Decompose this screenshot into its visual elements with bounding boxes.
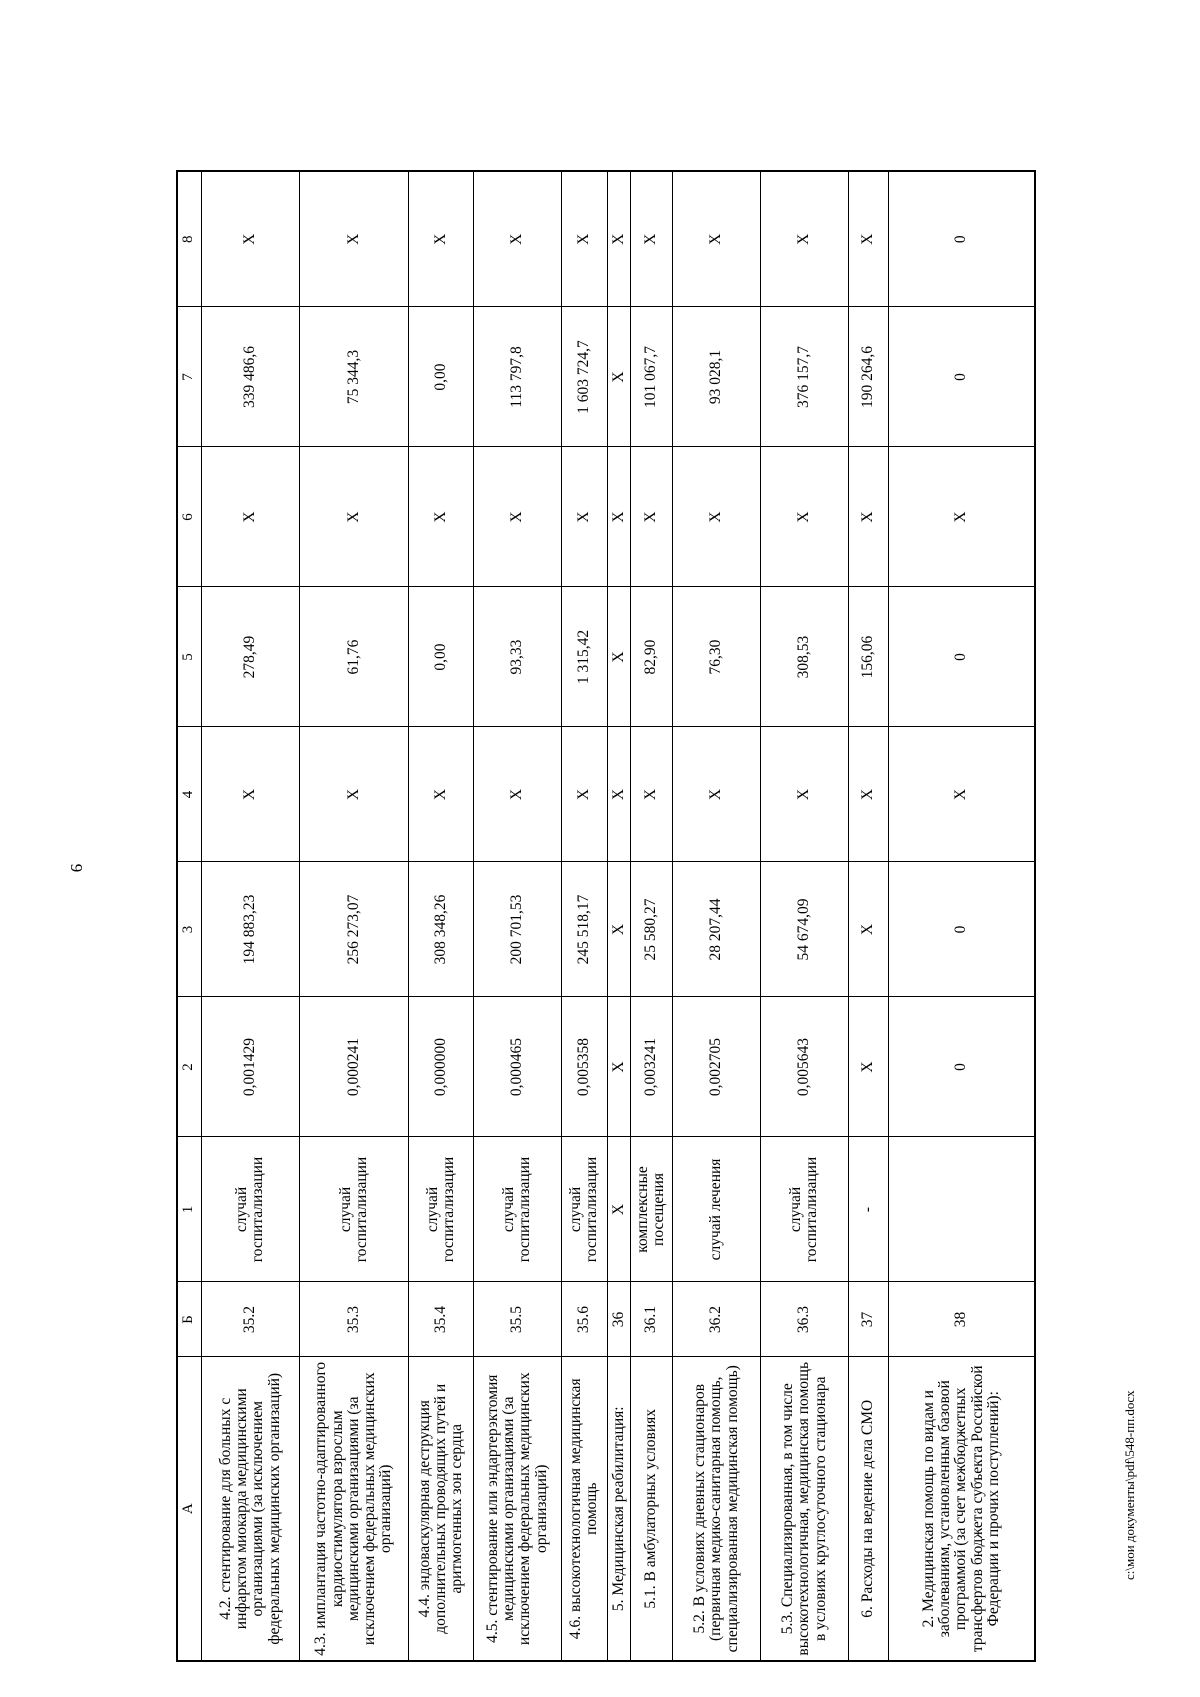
table-cell: Х [473, 727, 561, 862]
table-cell: Х [607, 727, 630, 862]
table-cell: Х [201, 727, 299, 862]
table-cell: Х [848, 862, 888, 997]
table-cell: 4.4. эндоваскулярная деструкция дополнительных проводящих путей и аритмогенных зон сердца [408, 1357, 473, 1661]
table-cell: 38 [888, 1282, 1035, 1357]
tariff-table [176, 170, 1036, 1662]
page-number: 9 [67, 863, 86, 873]
table-row [299, 171, 408, 1661]
tariff-table-container [176, 172, 1036, 1662]
table-cell: 61,76 [299, 587, 408, 727]
table-cell: 0 [888, 997, 1035, 1137]
table-cell: 5.3. Специализированная, в том числе высокотехнологичная, медицинская помощь в условиях круглосуточного стационара [760, 1357, 848, 1661]
table-cell: Х [561, 171, 607, 307]
table-cell: 36.1 [631, 1282, 673, 1357]
table-cell: Х [631, 727, 673, 862]
header-cell: 2 [177, 997, 201, 1137]
table-cell: 0,003241 [631, 997, 673, 1137]
table-cell: 75 344,3 [299, 307, 408, 447]
table-cell: комплексные посещения [631, 1137, 673, 1282]
table-cell: Х [607, 862, 630, 997]
table-cell: Х [848, 727, 888, 862]
table-cell: случай госпитализации [408, 1137, 473, 1282]
table-cell: 0,00 [408, 307, 473, 447]
table-row [201, 171, 299, 1661]
table-cell: 0,000241 [299, 997, 408, 1137]
table-cell: случай госпитализации [561, 1137, 607, 1282]
table-cell: 4.2. стентирование для больных с инфарктом миокарда медицинскими организациями (за исключением федеральных медицинских организаций) [201, 1357, 299, 1661]
table-cell: 36.2 [672, 1282, 760, 1357]
header-cell: 7 [177, 307, 201, 447]
table-cell: 190 264,6 [848, 307, 888, 447]
table-row [848, 171, 888, 1661]
header-cell: Б [177, 1282, 201, 1357]
table-cell: 5.1. В амбулаторных условиях [631, 1357, 673, 1661]
table-cell: Х [760, 447, 848, 587]
table-row [672, 171, 760, 1661]
table-cell: 6. Расходы на ведение дела СМО [848, 1357, 888, 1661]
table-cell: 54 674,09 [760, 862, 848, 997]
table-cell: 93 028,1 [672, 307, 760, 447]
table-cell: 76,30 [672, 587, 760, 727]
table-cell: случай госпитализации [299, 1137, 408, 1282]
table-cell: 25 580,27 [631, 862, 673, 997]
table-cell: 0,000000 [408, 997, 473, 1137]
table-row [760, 171, 848, 1661]
table-cell: Х [888, 727, 1035, 862]
table-cell: 0,00 [408, 587, 473, 727]
table-cell: 0,002705 [672, 997, 760, 1137]
table-cell: Х [760, 171, 848, 307]
table-cell: Х [408, 727, 473, 862]
table-cell: 28 207,44 [672, 862, 760, 997]
table-cell: Х [607, 307, 630, 447]
table-cell: Х [848, 447, 888, 587]
table-cell: Х [299, 171, 408, 307]
table-cell: Х [473, 447, 561, 587]
table-cell: 1 603 724,7 [561, 307, 607, 447]
table-cell: 245 518,17 [561, 862, 607, 997]
table-cell: случай госпитализации [760, 1137, 848, 1282]
table-cell: Х [848, 997, 888, 1137]
table-cell: 36 [607, 1282, 630, 1357]
table-cell: Х [760, 727, 848, 862]
table-cell: 200 701,53 [473, 862, 561, 997]
table-cell: 1 315,42 [561, 587, 607, 727]
table-cell: 0 [888, 587, 1035, 727]
table-cell: 0,005358 [561, 997, 607, 1137]
table-cell: случай лечения [672, 1137, 760, 1282]
table-cell: Х [607, 997, 630, 1137]
table-cell: Х [888, 447, 1035, 587]
table-cell: Х [561, 727, 607, 862]
header-cell: 6 [177, 447, 201, 587]
table-cell: 0 [888, 171, 1035, 307]
table-cell: случай госпитализации [201, 1137, 299, 1282]
table-cell: Х [631, 171, 673, 307]
table-cell: 35.3 [299, 1282, 408, 1357]
table-cell: 93,33 [473, 587, 561, 727]
table-row [561, 171, 607, 1661]
table-cell: Х [561, 447, 607, 587]
table-cell: Х [672, 727, 760, 862]
table-cell: 308 348,26 [408, 862, 473, 997]
table-cell: 0 [888, 307, 1035, 447]
table-cell: 101 067,7 [631, 307, 673, 447]
table-row [888, 171, 1035, 1661]
table-cell: Х [201, 171, 299, 307]
header-cell: А [177, 1357, 201, 1661]
footer-file-path: c:\мои документы\pdf\548-пп.docx [1122, 1390, 1137, 1580]
header-cell: 3 [177, 862, 201, 997]
table-cell: Х [672, 171, 760, 307]
table-cell: - [848, 1137, 888, 1282]
table-cell: 37 [848, 1282, 888, 1357]
table-cell: 0,005643 [760, 997, 848, 1137]
table-cell: 0,000465 [473, 997, 561, 1137]
table-cell: Х [408, 447, 473, 587]
table-cell: 376 157,7 [760, 307, 848, 447]
table-cell: Х [848, 171, 888, 307]
table-cell: Х [201, 447, 299, 587]
table-cell: 339 486,6 [201, 307, 299, 447]
table-cell: 82,90 [631, 587, 673, 727]
table-cell: 35.6 [561, 1282, 607, 1357]
table-cell: 278,49 [201, 587, 299, 727]
table-cell: 35.5 [473, 1282, 561, 1357]
table-row [631, 171, 673, 1661]
table-cell: случай госпитализации [473, 1137, 561, 1282]
table-cell: 5.2. В условиях дневных стационаров (первичная медико-санитарная помощь, специализированная медицинская помощь) [672, 1357, 760, 1661]
table-cell: 156,06 [848, 587, 888, 727]
header-row [177, 171, 201, 1661]
table-cell: 113 797,8 [473, 307, 561, 447]
header-cell: 8 [177, 171, 201, 307]
header-cell: 5 [177, 587, 201, 727]
table-cell: Х [299, 447, 408, 587]
table-cell: 36.3 [760, 1282, 848, 1357]
table-cell: Х [631, 447, 673, 587]
table-cell: 4.3. имплантация частотно-адаптированного кардиостимулятора взрослым медицинскими организациями (за исключением федеральных медицинских организаций) [299, 1357, 408, 1661]
table-cell: 35.2 [201, 1282, 299, 1357]
table-cell: Х [607, 171, 630, 307]
table-cell: 194 883,23 [201, 862, 299, 997]
header-cell: 4 [177, 727, 201, 862]
table-cell: 2. Медицинская помощь по видам и заболеваниям, установленным базовой программой (за счет межбюджетных трансфертов бюджета субъекта Российской Федерации и прочих поступлений): [888, 1357, 1035, 1661]
table-cell: Х [408, 171, 473, 307]
table-cell: Х [607, 587, 630, 727]
table-cell: Х [607, 1137, 630, 1282]
table-cell: 4.5. стентирование или эндартерэктомия медицинскими организациями (за исключением федеральных медицинских организаций) [473, 1357, 561, 1661]
table-cell: Х [473, 171, 561, 307]
table-cell: 0 [888, 862, 1035, 997]
table-cell: 35.4 [408, 1282, 473, 1357]
table-cell: 308,53 [760, 587, 848, 727]
table-cell: Х [607, 447, 630, 587]
table-cell: 4.6. высокотехнологичная медицинская помощь [561, 1357, 607, 1661]
table-row [473, 171, 561, 1661]
table-cell: Х [672, 447, 760, 587]
table-row [607, 171, 630, 1661]
table-cell: 256 273,07 [299, 862, 408, 997]
table-row [408, 171, 473, 1661]
table-cell: Х [299, 727, 408, 862]
table-cell: 5. Медицинская реабилитация: [607, 1357, 630, 1661]
header-cell: 1 [177, 1137, 201, 1282]
table-cell: 0,001429 [201, 997, 299, 1137]
table-cell [888, 1137, 1035, 1282]
